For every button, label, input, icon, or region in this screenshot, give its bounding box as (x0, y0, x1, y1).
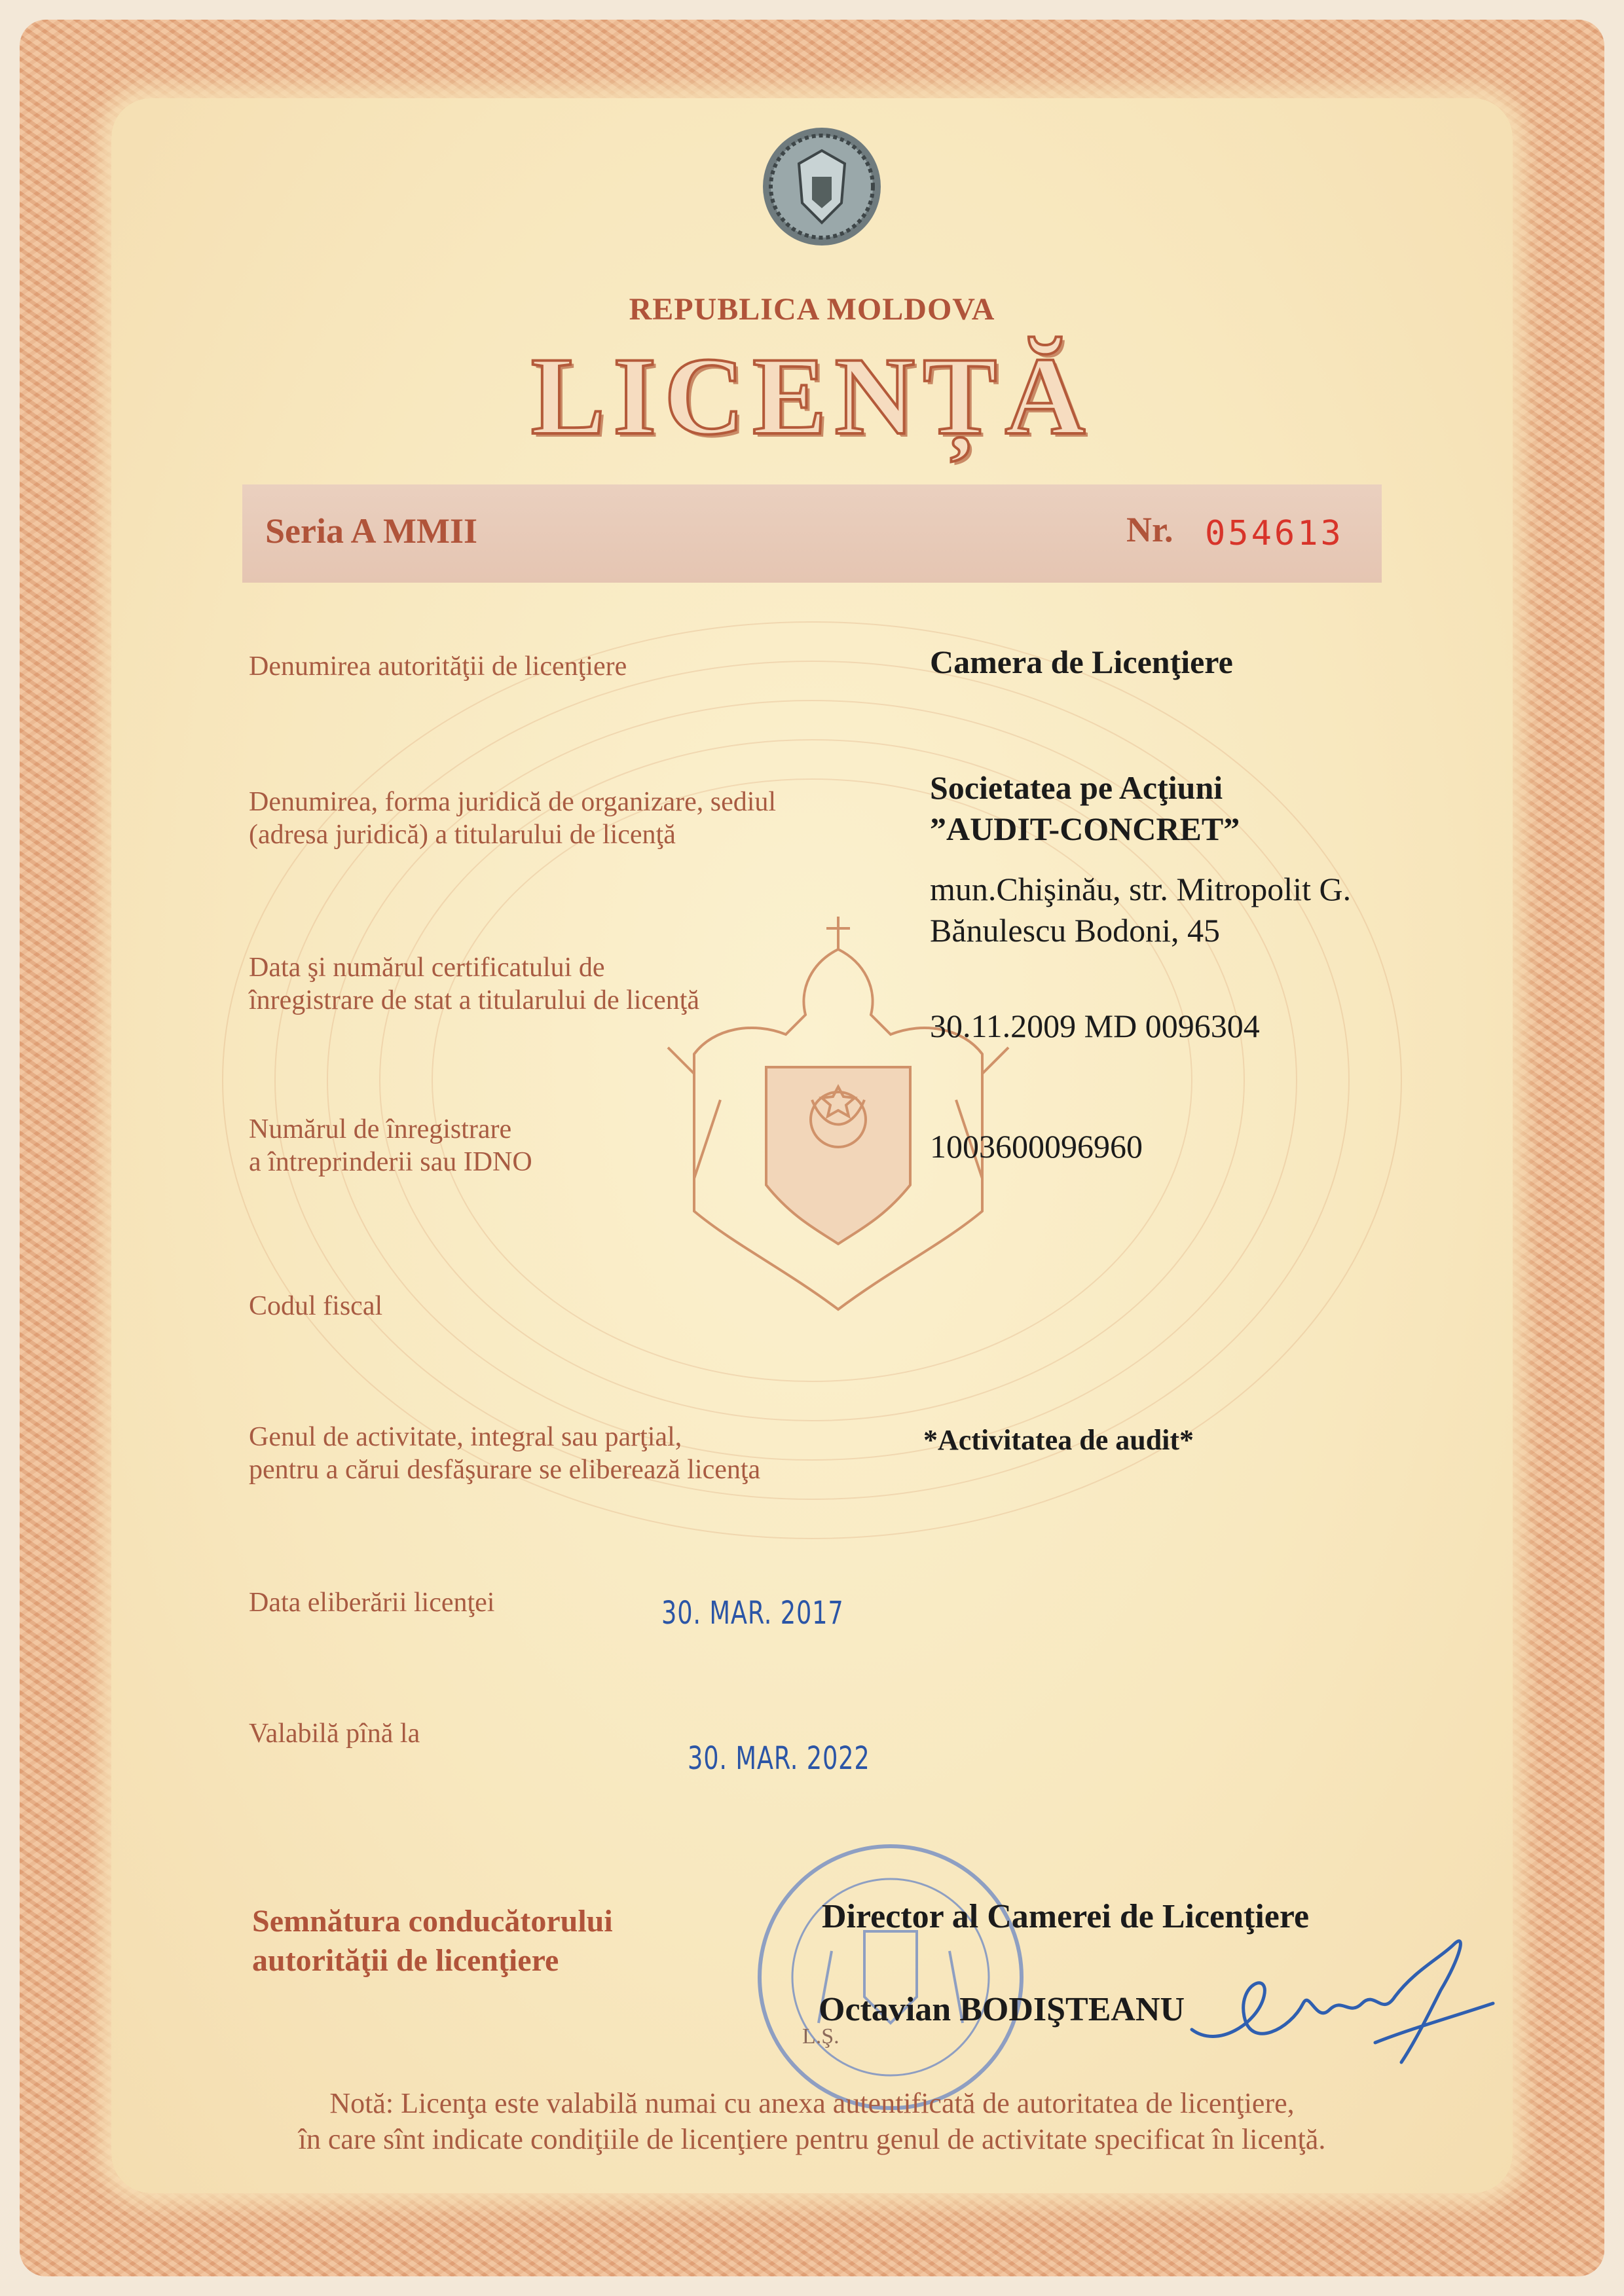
series-label: Seria A MMII (265, 511, 477, 551)
license-number: 054613 (1205, 514, 1344, 553)
footnote: Notă: Licenţa este valabilă numai cu anexa autentificată de autoritatea de licenţiere, în care sînt indicate condiţiile de licenţiere pentru genul de activitate specificat în licenţă. (298, 2087, 1326, 2155)
holder-value: Societatea pe Acţiuni ”AUDIT-CONCRET” mun.Chişinău, str. Mitropolit G. Bănulescu Bodoni, 45 (930, 769, 1352, 949)
activity-value: *Activitatea de audit* (923, 1424, 1194, 1456)
document-title: LICENȚĂ (530, 335, 1094, 458)
director-title: Director al Camerei de Licenţiere (822, 1898, 1310, 1935)
official-round-stamp (753, 1840, 1028, 2115)
authority-label: Denumirea autorităţii de licenţiere (249, 651, 627, 682)
signature-label: Semnătura conducătorului autorităţii de licenţiere (252, 1904, 613, 1978)
coat-of-arms-watermark (655, 903, 1022, 1336)
activity-label: Genul de activitate, integral sau parţial, pentru a cărui desfăşurare se eliberează licenţa (249, 1422, 761, 1485)
fiscal-code-label: Codul fiscal (249, 1291, 383, 1321)
issue-date-stamp: 30. MAR. 2017 (661, 1595, 844, 1631)
hologram-seal-icon (760, 124, 884, 249)
number-label: Nr. (1126, 510, 1173, 549)
idno-label: Numărul de înregistrare a întreprinderii sau IDNO (249, 1114, 532, 1178)
registration-certificate-label: Data şi numărul certificatului de înregistrare de stat a titularului de licenţă (249, 953, 700, 1016)
country-name: REPUBLICA MOLDOVA (629, 292, 995, 327)
valid-until-label: Valabilă pînă la (249, 1719, 420, 1749)
valid-until-stamp: 30. MAR. 2022 (688, 1740, 870, 1777)
handwritten-signature (1179, 1918, 1506, 2075)
signer-name: Octavian BODIŞTEANU (819, 1991, 1185, 2028)
seal-place-mark: L.Ş. (802, 2024, 840, 2049)
authority-value: Camera de Licenţiere (930, 644, 1233, 680)
holder-label: Denumirea, forma juridică de organizare, sediul (adresa juridică) a titularului de licenţă (249, 787, 777, 850)
registration-certificate-value: 30.11.2009 MD 0096304 (930, 1008, 1260, 1044)
issue-date-label: Data eliberării licenţei (249, 1588, 495, 1618)
idno-value: 1003600096960 (930, 1128, 1143, 1165)
